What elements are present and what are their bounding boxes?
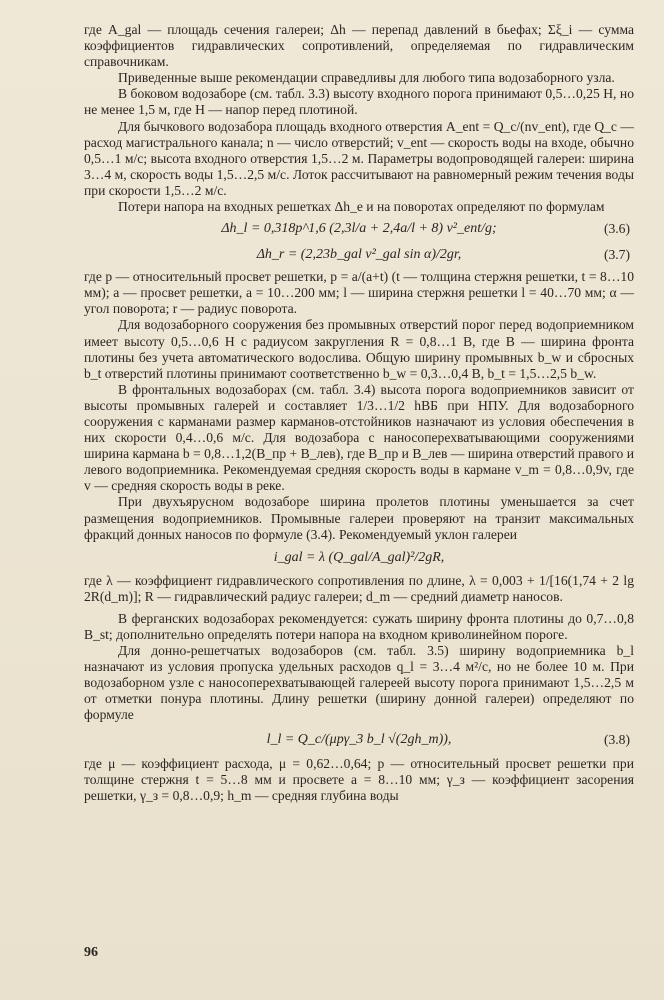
paragraph-side-intake: В боковом водозаборе (см. табл. 3.3) высоту входного порога принимают 0,5…0,25 H, но не менее 1,5 м, где H — напор перед плотиной. xyxy=(84,86,634,118)
formula-3-6-number: (3.6) xyxy=(603,221,630,237)
formula-3-8-number: (3.8) xyxy=(603,731,630,747)
formula-3-7-text: Δh_r = (2,23b_gal v²_gal sin α)/2gr, xyxy=(256,247,462,263)
page-number: 96 xyxy=(84,945,98,960)
formula-3-7-number: (3.7) xyxy=(603,247,630,263)
paragraph-grate-definitions: где p — относительный просвет решетки, p = a/(a+t) (t — толщина стержня решетки, t = 8…10 мм); a — просвет решетки, a = 10…200 мм; l — ширина стержня решетки l = 40…70 мм; α — угол поворота; r — радиус поворота. xyxy=(84,269,634,317)
formula-gallery-slope-text: i_gal = λ (Q_gal/A_gal)²/2gR, xyxy=(273,549,445,565)
formula-3-7 xyxy=(84,243,634,267)
paragraph-lambda-definitions: где λ — коэффициент гидравлического сопротивления по длине, λ = 0,003 + 1/[16(1,74 + 2 lg 2R(d_m)]; R — гидравлический радиус галереи; d_m — средний диаметр наносов. xyxy=(84,572,634,604)
formula-3-8 xyxy=(84,726,634,754)
paragraph-no-flush-openings: Для водозаборного сооружения без промывных отверстий порог перед водоприемником имеет высоту 0,5…0,6 H с радиусом закругления R = 0,8…1 B, где B — ширина фронта плотины без учета автоматического водослива. Общую ширину промывных b_w и сбросных b_t отверстий плотины принимают соответственно b_w = 0,3…0,4 B, b_t = 1,5…2,5 b_w. xyxy=(84,317,634,381)
paragraph-mu-definitions: где μ — коэффициент расхода, μ = 0,62…0,64; p — относительный просвет решетки при толщине стержня t = 5…8 мм и просвете a = 8…10 мм; γ_з — коэффициент засорения решетки, γ_з = 0,8…0,9; h_m — средняя глубина воды xyxy=(84,755,634,803)
paragraph-recommendations: Приведенные выше рекомендации справедливы для любого типа водозаборного узла. xyxy=(118,70,615,86)
paragraph-bottom-grate-intakes: Для донно-решетчатых водозаборов (см. табл. 3.5) ширину водоприемника b_l назначают из условия пропуска удельных расходов q_l = 3…4 м²/с, но не более 10 м. При водозаборном узле с наносоперехватывающей галереей высоту порога принимают 1,5…2,5 м от отметки понура плотины. Длину решетки (ширину донной галереи) определяют по формуле xyxy=(84,643,634,723)
paragraph-frontal-intakes: В фронтальных водозаборах (см. табл. 3.4) высота порога водоприемников зависит от высоты промывных галерей и составляет 1/3…1/2 hВБ при НПУ. Для водозаборного сооружения с карманами размер карманов-отстойников назначают из условия обеспечения в них скорости 0,4…0,6 м/с. Для водозабора с наносоперехватывающими сооружениями ширина кармана b = 0,8…1,2(B_пр + B_лев), где B_пр и B_лев — ширина отверстий правого и левого водоприемника. Рекомендуемая средняя скорость воды в кармане v_m = 0,8…0,9v, где v — средняя скорость воды в реке. xyxy=(84,381,634,494)
formula-3-6 xyxy=(84,217,634,241)
formula-3-6-text: Δh_l = 0,318p^1,6 (2,3l/a + 2,4a/l + 8) v²_ent/g; xyxy=(221,221,497,237)
paragraph-definitions: где A_gal — площадь сечения галереи; Δh — перепад давлений в бьефах; Σξ_i — сумма коэффициентов гидравлических сопротивлений, определяемая по гидравлическим справочникам. xyxy=(84,22,634,70)
paragraph-head-losses: Потери напора на входных решетках Δh_e и на поворотах определяют по формулам xyxy=(118,199,605,215)
paragraph-fergana-intakes: В ферганских водозаборах рекомендуется: сужать ширину фронта плотины до 0,7…0,8 B_st; дополнительно определять потери напора на входном криволинейном пороге. xyxy=(84,610,634,642)
paragraph-two-tier-intake: При двухъярусном водозаборе ширина пролетов плотины уменьшается за счет размещения водоприемников. Промывные галереи проверяют на транзит максимальных фракций донных наносов по формуле (3.4). Рекомендуемый уклон галереи xyxy=(84,494,634,542)
formula-gallery-slope xyxy=(84,545,634,571)
formula-3-8-text: l_l = Q_c/(μpγ_3 b_l √(2gh_m)), xyxy=(266,731,452,747)
paragraph-pier-intake: Для бычкового водозабора площадь входного отверстия A_ent = Q_c/(nv_ent), где Q_c — расход магистрального канала; n — число отверстий; v_ent — скорость воды на входе, обычно 0,5…1 м/с; высота входного отверстия 1,5…2 м. Параметры водопроводящей галереи: ширина 3…4 м, скорость воды 1,5…2,5 м/с. Лоток рассчитывают на равномерный режим течения воды при скорости 1,5…2 м/с. xyxy=(84,118,634,198)
